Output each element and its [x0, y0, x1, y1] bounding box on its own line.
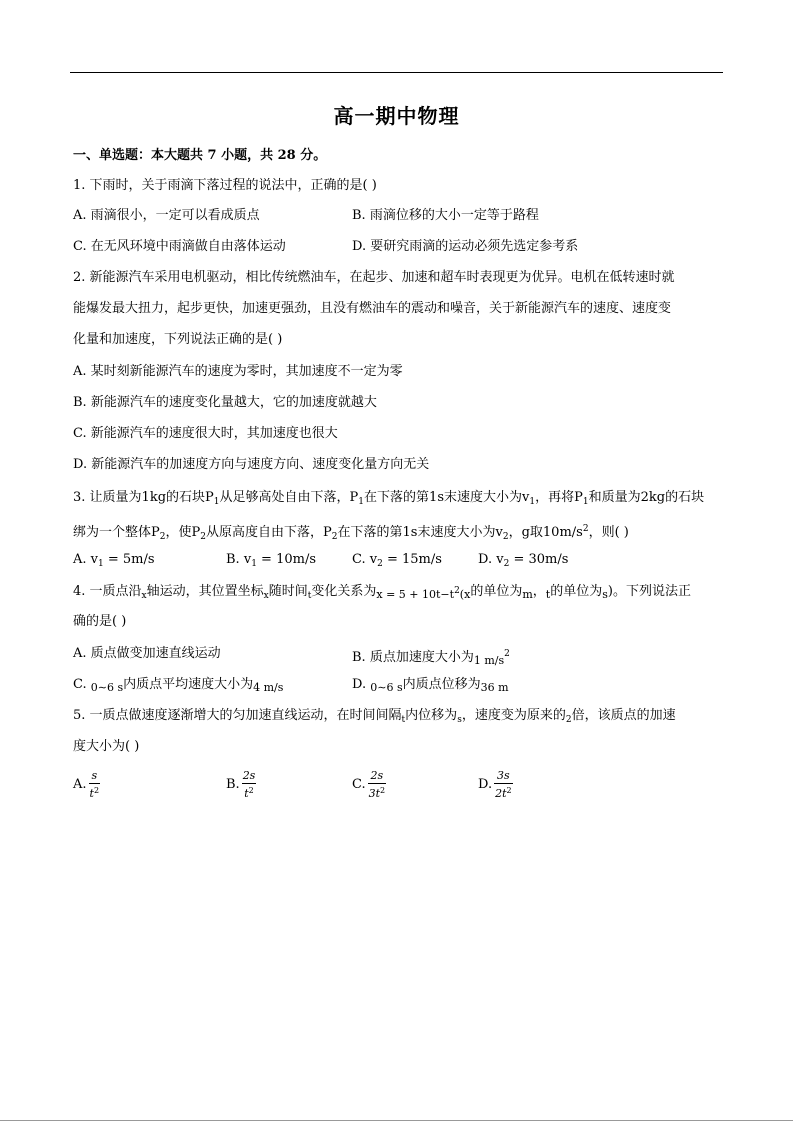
q2-option-b: B. 新能源汽车的速度变化量越大，它的加速度就越大	[73, 395, 377, 410]
q3-option-b: B. $v_1 = 10m/s$	[226, 552, 316, 569]
q2-stem-line2: 能爆发最大扭力，起步更快，加速更强劲，且没有燃油车的震动和噪音，关于新能源汽车的速度、速度变	[73, 301, 672, 316]
q1-stem: 1. 下雨时，关于雨滴下落过程的说法中，正确的是( )	[73, 178, 377, 193]
q5-stem-line2: 度大小为( )	[73, 739, 140, 754]
q4-option-b: B. 质点加速度大小为$_{1 m/s}^2$	[352, 649, 510, 667]
q5-c-fraction: $\frac{2s}{3t^2}$	[368, 769, 386, 800]
q5-a-fraction: $\frac{s}{t^2}$	[89, 769, 100, 800]
q3-stem-line2: 绑为一个整体$P_2$，使$P_2$从原高度自由下落，$P_2$在下落的第1s末速度大小为$v_2$，g取$10m/s^2$，则( )	[73, 524, 629, 542]
q4-stem-line1: 4. 一质点沿$_x$轴运动，其位置坐标$_x$随时间$_t$变化关系为$_{x = 5 + 10t-t}^2_{(x}$的单位为$_m$，$_t$的单位为$_s$)。下列说法正	[73, 584, 691, 601]
q4-option-d: D. $_{0\sim 6 s}$内质点位移为$_{36 m}$	[352, 677, 509, 694]
q5-option-b: B. $\frac{2s}{t^2}$	[226, 769, 256, 800]
section-heading: 一、单选题：本大题共 7 小题，共 28 分。	[73, 148, 327, 163]
q5-b-fraction: $\frac{2s}{t^2}$	[242, 769, 256, 800]
q2-option-a: A. 某时刻新能源汽车的速度为零时，其加速度不一定为零	[73, 364, 403, 379]
q2-stem-line1: 2. 新能源汽车采用电机驱动，相比传统燃油车，在起步、加速和超车时表现更为优异。电机在低转速时就	[73, 270, 675, 285]
q3-option-d: D. $v_2 = 30m/s$	[478, 552, 569, 569]
q5-option-a: A. $\frac{s}{t^2}$	[73, 769, 100, 800]
q3-option-a: A. $v_1 = 5m/s$	[73, 552, 155, 569]
q5-option-c: C. $\frac{2s}{3t^2}$	[352, 769, 386, 800]
q3-stem-line1: 3. 让质量为1kg的石块$P_1$从足够高处自由下落，$P_1$在下落的第1s末速度大小为$v_1$，再将$P_1$和质量为2kg的石块	[73, 490, 705, 507]
q5-stem-line1: 5. 一质点做速度逐渐增大的匀加速直线运动，在时间间隔$_t$内位移为$_s$，速度变为原来的$_2$倍，该质点的加速	[73, 708, 676, 725]
q2-option-d: D. 新能源汽车的加速度方向与速度方向、速度变化量方向无关	[73, 457, 430, 472]
q1-option-a: A. 雨滴很小，一定可以看成质点	[73, 208, 260, 223]
header-rule	[70, 72, 723, 73]
q2-option-c: C. 新能源汽车的速度很大时，其加速度也很大	[73, 426, 338, 441]
q1-option-c: C. 在无风环境中雨滴做自由落体运动	[73, 239, 286, 254]
q3-option-c: C. $v_2 = 15m/s$	[352, 552, 442, 569]
q4-option-a: A. 质点做变加速直线运动	[73, 646, 221, 661]
q1-option-b: B. 雨滴位移的大小一定等于路程	[352, 208, 539, 223]
q4-option-c: C. $_{0\sim 6 s}$内质点平均速度大小为$_{4 m/s}$	[73, 677, 284, 694]
q5-d-fraction: $\frac{3s}{2t^2}$	[495, 769, 512, 800]
q1-option-d: D. 要研究雨滴的运动必须先选定参考系	[352, 239, 579, 254]
page-title: 高一期中物理	[333, 104, 460, 128]
q2-stem-line3: 化量和加速度，下列说法正确的是( )	[73, 332, 283, 347]
page-bottom-edge	[0, 1120, 793, 1121]
q4-stem-line2: 确的是( )	[73, 614, 127, 629]
q5-option-d: D. $\frac{3s}{2t^2}$	[478, 769, 512, 800]
